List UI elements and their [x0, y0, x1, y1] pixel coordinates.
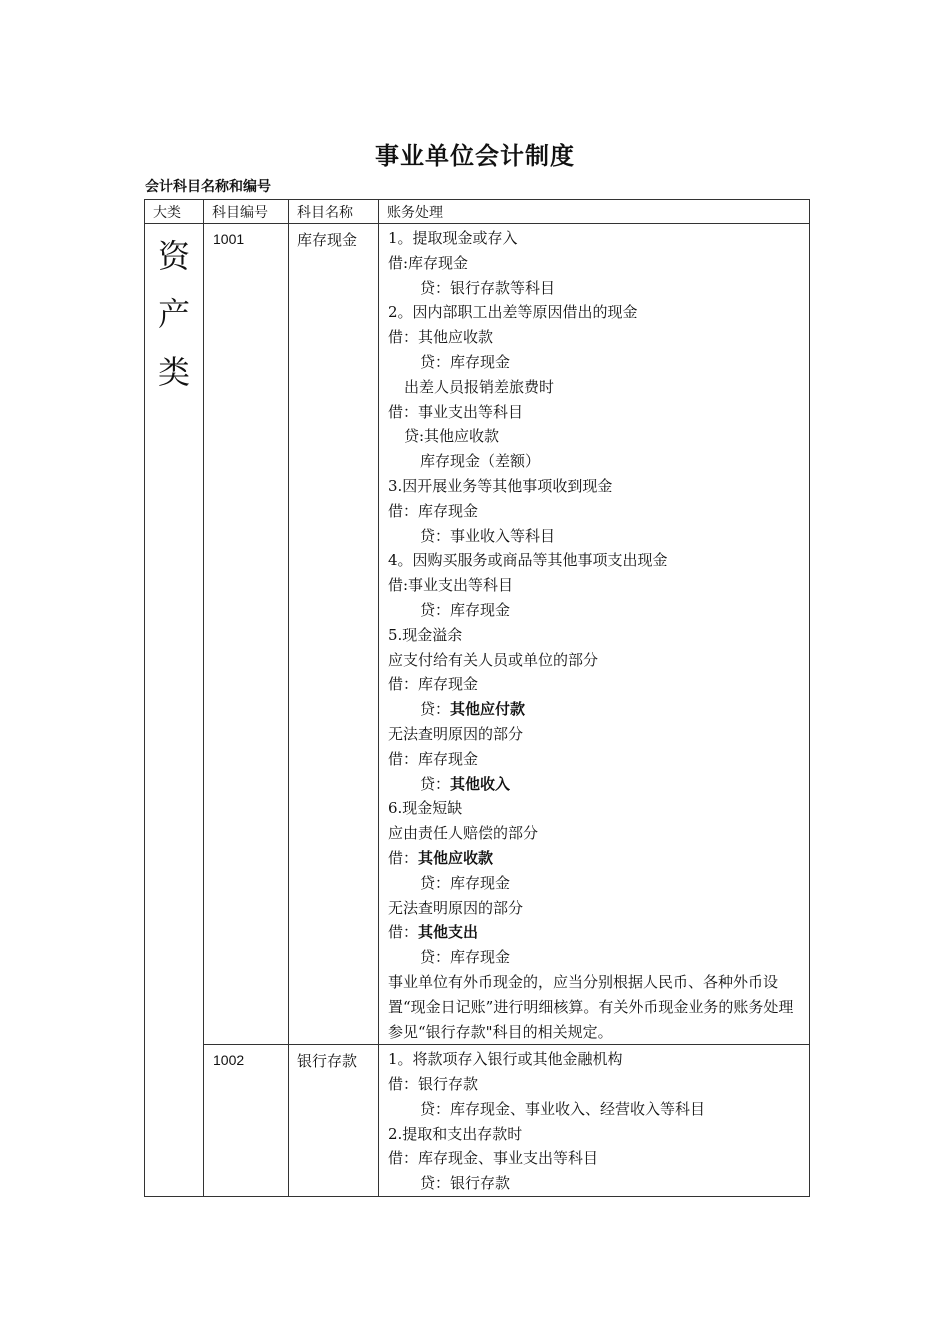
account-table	[144, 199, 810, 1197]
header-name: 科目名称	[289, 200, 379, 224]
entry-line: 贷:其他应收款	[404, 427, 500, 446]
entry-line: 事业单位有外币现金的，应当分别根据人民币、各种外币设置“现金日记账”进行明细核算。有关外币现金业务的账务处理参见“银行存款"科目的相关规定。	[388, 972, 794, 1041]
processing-cell	[379, 224, 810, 1045]
entry-account-bold: 其他收入	[450, 774, 511, 793]
entry-line: 贷：库存现金	[420, 600, 511, 619]
entry-line: 1。将款项存入银行或其他金融机构	[388, 1050, 623, 1069]
entry-line: 出差人员报销差旅费时	[404, 377, 555, 396]
entry-line: 2.提取和支出存款时	[388, 1124, 523, 1143]
entry-line: 2。因内部职工出差等原因借出的现金	[388, 303, 638, 322]
entry-line: 5.现金溢余	[388, 625, 463, 644]
entry-line: 借：事业支出等科目	[388, 402, 524, 421]
table-row	[145, 224, 810, 1045]
entry-account-bold: 其他应付款	[450, 700, 526, 719]
entry-line: 贷：银行存款等科目	[420, 278, 556, 297]
category-char: 产	[157, 295, 190, 333]
entry-line	[388, 772, 805, 797]
entry-line: 借：库存现金	[388, 501, 479, 520]
table-header-row	[145, 200, 810, 224]
entry-line: 借：银行存款	[388, 1075, 479, 1094]
entry-prefix: 借：	[388, 923, 419, 942]
entry-line: 应由责任人赔偿的部分	[388, 824, 539, 843]
category-char: 类	[157, 353, 190, 391]
processing-cell	[379, 1045, 810, 1197]
entry-line: 借：库存现金	[388, 675, 479, 694]
header-category: 大类	[145, 200, 204, 224]
entry-line: 借:库存现金	[388, 253, 469, 272]
entry-line: 库存现金（差额）	[420, 452, 541, 471]
entry-line: 6.现金短缺	[388, 799, 463, 818]
entry-line: 贷：事业收入等科目	[420, 526, 556, 545]
document-subtitle: 会计科目名称和编号	[145, 179, 271, 195]
entry-line	[388, 697, 805, 722]
header-code: 科目编号	[204, 200, 289, 224]
account-name: 库存现金	[289, 224, 379, 1045]
entry-line: 应支付给有关人员或单位的部分	[388, 650, 599, 669]
entry-line: 贷：银行存款	[420, 1174, 511, 1193]
account-name: 银行存款	[289, 1045, 379, 1197]
entry-prefix: 贷：	[420, 700, 451, 719]
account-code: 1001	[204, 224, 289, 1045]
entry-line: 借:事业支出等科目	[388, 576, 514, 595]
entry-prefix: 贷：	[420, 774, 451, 793]
entry-prefix: 借：	[388, 848, 419, 867]
category-char: 资	[157, 237, 190, 275]
entry-line: 贷：库存现金	[420, 352, 511, 371]
category-cell	[145, 224, 204, 1197]
entry-line: 无法查明原因的部分	[388, 724, 524, 743]
entry-line: 无法查明原因的部分	[388, 898, 524, 917]
document-title: 事业单位会计制度	[375, 141, 575, 170]
entry-line	[388, 846, 805, 871]
entry-line: 借：库存现金、事业支出等科目	[388, 1149, 599, 1168]
entry-line: 贷：库存现金、事业收入、经营收入等科目	[420, 1099, 706, 1118]
entry-line: 借：其他应收款	[388, 328, 494, 347]
entry-line: 贷：库存现金	[420, 873, 511, 892]
header-processing: 账务处理	[379, 200, 810, 224]
entry-line	[388, 920, 805, 945]
table-row	[145, 1045, 810, 1197]
entry-line: 贷：库存现金	[420, 948, 511, 967]
entry-account-bold: 其他支出	[418, 923, 479, 942]
entry-line: 4。因购买服务或商品等其他事项支出现金	[388, 551, 668, 570]
entry-line: 1。提取现金或存入	[388, 229, 518, 247]
entry-line: 3.因开展业务等其他事项收到现金	[388, 476, 613, 495]
entry-account-bold: 其他应收款	[418, 848, 494, 867]
entry-line: 借：库存现金	[388, 749, 479, 768]
account-code: 1002	[204, 1045, 289, 1197]
